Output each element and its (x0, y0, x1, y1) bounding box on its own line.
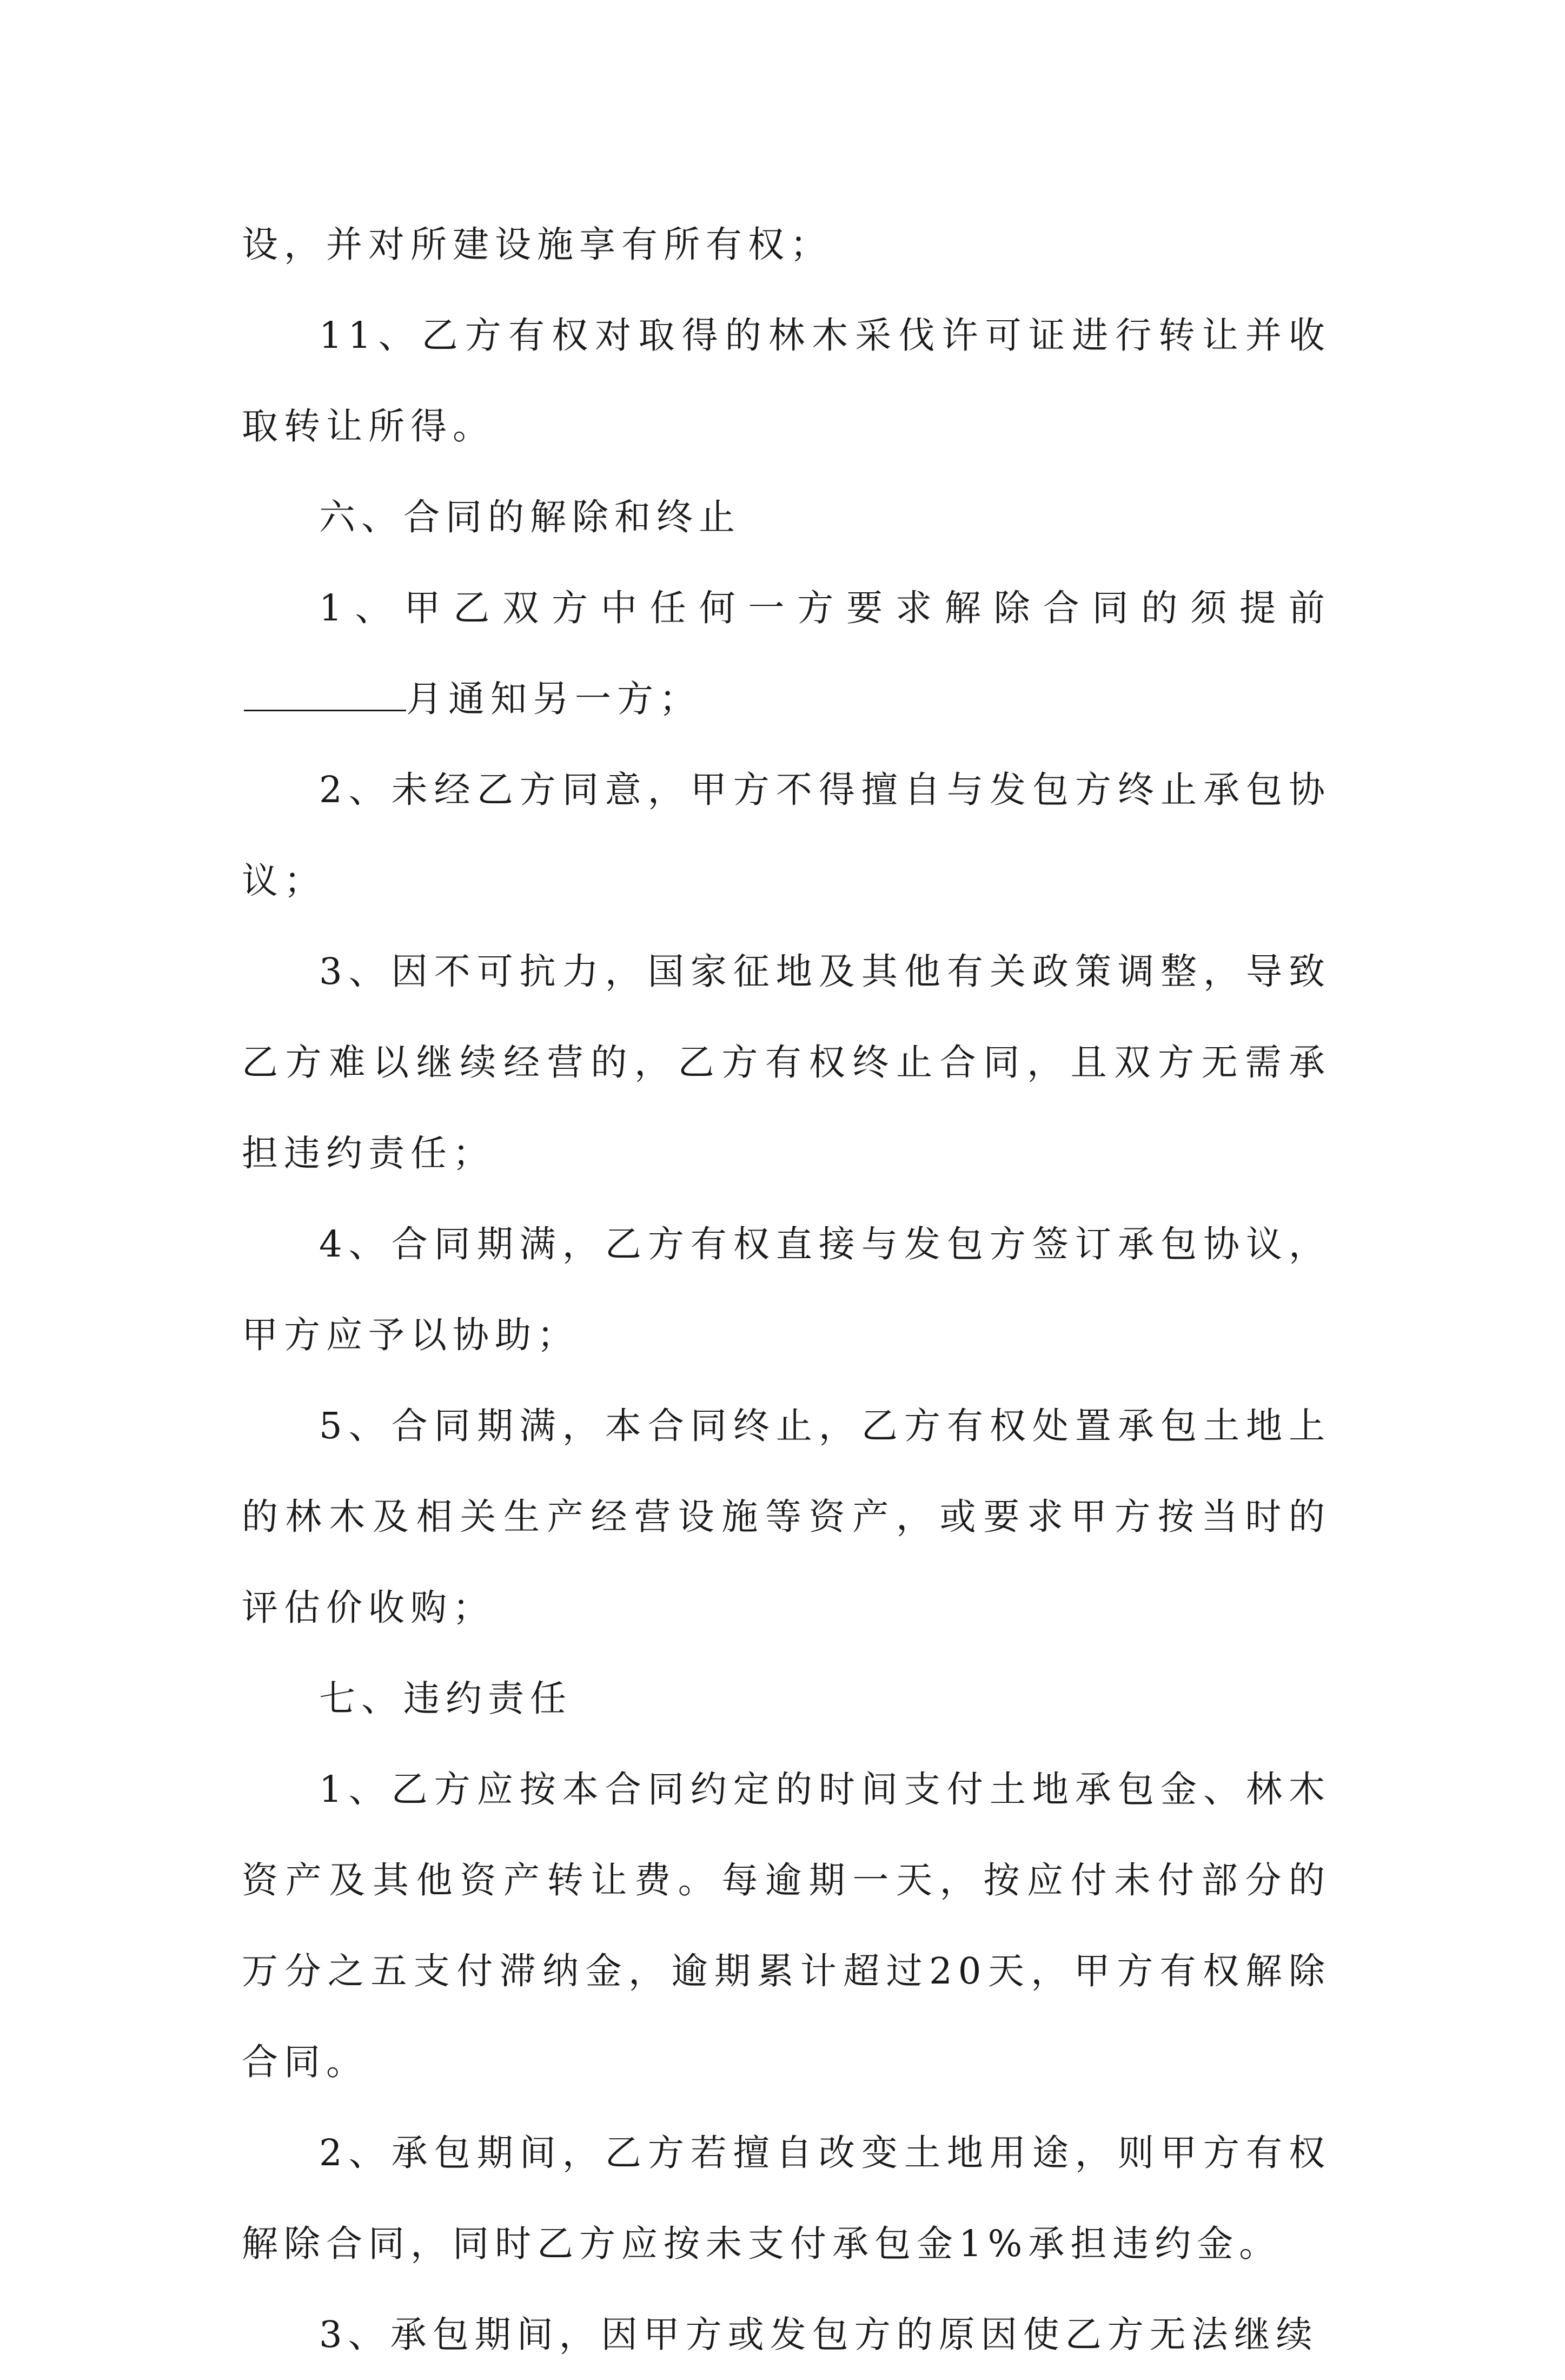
fill-in-blank-line (244, 709, 406, 711)
paragraph-continuation: 设，并对所建设施享有所有权； (242, 223, 832, 266)
clause-7-1: 1、乙方应按本合同约定的时间支付土地承包金、林木资产及其他资产转让费。每逾期一天，按应付未付部分的万分之五支付滞纳金，逾期累计超过20天，甲方有权解除合同。 (242, 1768, 1331, 2083)
clause-7-2: 2、承包期间，乙方若擅自改变土地用途，则甲方有权解除合同，同时乙方应按未支付承包金1%承担违约金。 (242, 2132, 1331, 2265)
document-body (242, 199, 1331, 2380)
clause-6-1-text: 1、甲乙双方中任何一方要求解除合同的须提前 (319, 587, 1331, 629)
section-heading-6: 六、合同的解除和终止 (319, 496, 741, 538)
clause-6-5: 5、合同期满，本合同终止，乙方有权处置承包土地上的林木及相关生产经营设施等资产，或要求甲方按当时的评估价收购； (242, 1405, 1331, 1629)
clause-5-11: 11、乙方有权对取得的林木采伐许可证进行转让并收取转让所得。 (242, 314, 1331, 447)
section-heading-7: 七、违约责任 (319, 1677, 572, 1720)
clause-6-1 (242, 563, 1331, 744)
clause-6-3: 3、因不可抗力，国家征地及其他有关政策调整，导致乙方难以继续经营的，乙方有权终止合同，且双方无需承担违约责任； (242, 950, 1331, 1174)
clause-6-2: 2、未经乙方同意，甲方不得擅自与发包方终止承包协议； (242, 769, 1331, 902)
clause-7-3: 3、承包期间，因甲方或发包方的原因使乙方无法继续 (319, 2313, 1318, 2356)
clause-6-1-text-after: 月通知另一方； (406, 678, 701, 720)
clause-6-4: 4、合同期满，乙方有权直接与发包方签订承包协议，甲方应予以协助； (242, 1223, 1331, 1356)
